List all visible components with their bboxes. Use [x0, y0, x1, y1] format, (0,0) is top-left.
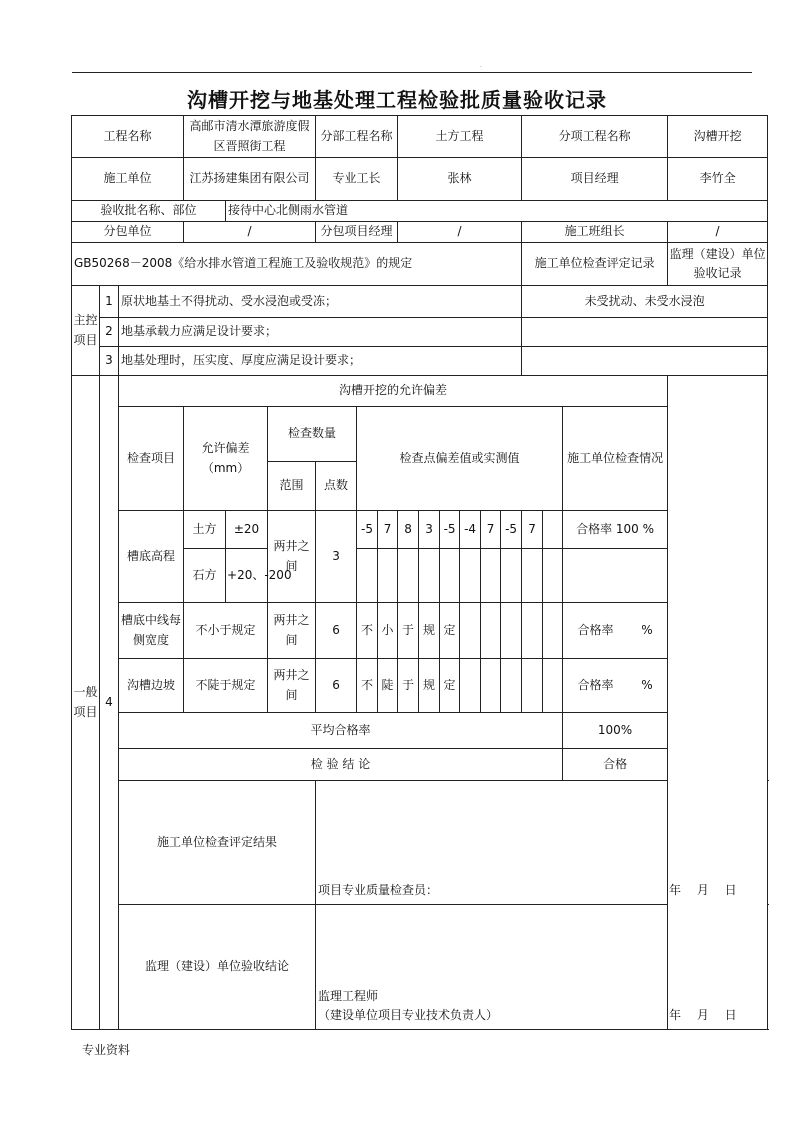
- table-row: [72, 407, 768, 462]
- foreman-label: 专业工长: [316, 158, 398, 201]
- earth-tolerance: ±20: [226, 511, 268, 549]
- contractor: 江苏扬建集团有限公司: [184, 158, 316, 201]
- sub-project: 土方工程: [398, 116, 522, 158]
- bottom-elev-label: 槽底高程: [119, 511, 184, 603]
- measure-cell: [460, 603, 481, 659]
- supervisor-signer-line-2: （建设单位项目专业技术负责人）: [318, 1007, 499, 1022]
- slope-label: 沟槽边坡: [119, 659, 184, 713]
- measure-cell: [481, 549, 501, 603]
- measure-cell: [522, 659, 543, 713]
- inspection-form-table: [71, 115, 768, 1030]
- item-no: 3: [100, 347, 119, 376]
- pm-label: 项目经理: [522, 158, 668, 201]
- standard: GB50268－2008《给水排水管道工程施工及验收规范》的规定: [72, 243, 522, 286]
- contractor-result-label: 施工单位检查评定结果: [119, 781, 316, 905]
- contractor-check-header: 施工单位检查评定记录: [522, 243, 668, 286]
- measure-cell: -5: [357, 511, 378, 549]
- bottom-elev-result: 合格率 100 %: [563, 511, 668, 549]
- measure-cell: -5: [440, 511, 460, 549]
- table-row: [72, 511, 768, 549]
- measure-cell: [501, 549, 522, 603]
- header-rule: [72, 72, 752, 73]
- page-footer: 专业资料: [82, 1043, 131, 1057]
- sub-pm-label: 分包项目经理: [316, 222, 398, 243]
- sub-pm: /: [398, 222, 522, 243]
- item-no: 2: [100, 318, 119, 347]
- measure-cell: [501, 659, 522, 713]
- measure-cell: [501, 603, 522, 659]
- measure-cell: 陡: [378, 659, 398, 713]
- conclusion-value: 合格: [563, 749, 668, 781]
- table-row: [72, 781, 768, 905]
- table-row: [72, 376, 768, 407]
- col-range: 范围: [268, 462, 316, 511]
- supervisor-signoff-cell: [316, 905, 768, 1030]
- measure-cell: [481, 659, 501, 713]
- col-count: 检查数量: [268, 407, 357, 462]
- measure-cell: [543, 549, 563, 603]
- rock-label: 石方: [184, 549, 226, 603]
- subcontractor-label: 分包单位: [72, 222, 184, 243]
- measure-cell: 定: [440, 659, 460, 713]
- slope-range: 两井之间: [268, 659, 316, 713]
- sub-project-label: 分部工程名称: [316, 116, 398, 158]
- item-project: 沟槽开挖: [668, 116, 768, 158]
- centerline-points: 6: [316, 603, 357, 659]
- item-result: [522, 318, 768, 347]
- contractor-signoff-cell: [316, 781, 768, 905]
- measure-cell: [460, 659, 481, 713]
- col-points: 点数: [316, 462, 357, 511]
- average-value: 100%: [563, 713, 668, 749]
- item-result: [522, 347, 768, 376]
- table-row: [72, 243, 768, 286]
- measure-cell: 不: [357, 603, 378, 659]
- item-result: 未受扰动、未受水浸泡: [522, 286, 768, 318]
- conclusion-label: 检 验 结 论: [119, 749, 563, 781]
- item-text: 地基承载力应满足设计要求；: [119, 318, 522, 347]
- table-row: [72, 286, 768, 318]
- measure-cell: [440, 549, 460, 603]
- contractor-date: 年 月 日: [669, 882, 737, 897]
- measure-cell: [543, 511, 563, 549]
- centerline-result: 合格率 %: [563, 603, 668, 659]
- rock-tolerance: +20、-200: [226, 549, 268, 603]
- general-label: 一般项目: [72, 376, 100, 1030]
- page-dot: .: [480, 62, 482, 69]
- page-title: 沟槽开挖与地基处理工程检验批质量验收记录: [187, 88, 607, 112]
- measure-cell: -4: [460, 511, 481, 549]
- measure-cell: [543, 603, 563, 659]
- table-row: [72, 347, 768, 376]
- measure-cell: [419, 549, 440, 603]
- contractor-label: 施工单位: [72, 158, 184, 201]
- table-row: [72, 158, 768, 201]
- general-subtitle: 沟槽开挖的允许偏差: [119, 376, 668, 407]
- slope-tolerance: 不陡于规定: [184, 659, 268, 713]
- measure-cell: 于: [398, 603, 419, 659]
- measure-cell: 7: [378, 511, 398, 549]
- measure-cell: 7: [522, 511, 543, 549]
- col-measure: 检查点偏差值或实测值: [357, 407, 563, 511]
- contractor-signer: 项目专业质量检查员：: [318, 882, 439, 897]
- pm: 李竹全: [668, 158, 768, 201]
- item-text: 地基处理时，压实度、厚度应满足设计要求；: [119, 347, 522, 376]
- project-name: 高邮市清水潭旅游度假区晋照街工程: [184, 116, 316, 158]
- slope-points: 6: [316, 659, 357, 713]
- team-leader-label: 施工班组长: [522, 222, 668, 243]
- general-no: 4: [100, 376, 119, 1030]
- measure-cell: [522, 603, 543, 659]
- bottom-elev-range: 两井之间: [268, 511, 316, 603]
- supervisor-signer-line-1: 监理工程师: [318, 988, 379, 1003]
- measure-cell: 3: [419, 511, 440, 549]
- supervisor-check-header: 监理（建设）单位验收记录: [668, 243, 768, 286]
- supervisor-signer: [318, 987, 498, 1025]
- earth-label: 土方: [184, 511, 226, 549]
- measure-cell: 小: [378, 603, 398, 659]
- foreman: 张林: [398, 158, 522, 201]
- measure-cell: [357, 549, 378, 603]
- centerline-label: 槽底中线每侧宽度: [119, 603, 184, 659]
- table-row: [72, 749, 768, 781]
- measure-cell: 定: [440, 603, 460, 659]
- main-control-label: 主控项目: [72, 286, 100, 376]
- measure-cell: 于: [398, 659, 419, 713]
- measure-cell: 规: [419, 603, 440, 659]
- project-name-label: 工程名称: [72, 116, 184, 158]
- col-contractor: 施工单位检查情况: [563, 407, 668, 511]
- table-row: [72, 713, 768, 749]
- team-leader: /: [668, 222, 768, 243]
- item-project-label: 分项工程名称: [522, 116, 668, 158]
- measure-cell: [481, 603, 501, 659]
- table-row: [72, 116, 768, 158]
- supervisor-result-label: 监理（建设）单位验收结论: [119, 905, 316, 1030]
- table-row: [72, 659, 768, 713]
- col-item: 检查项目: [119, 407, 184, 511]
- measure-cell: -5: [501, 511, 522, 549]
- centerline-tolerance: 不小于规定: [184, 603, 268, 659]
- table-row: [72, 222, 768, 243]
- supervisor-date: 年 月 日: [669, 1007, 737, 1022]
- measure-cell: 7: [481, 511, 501, 549]
- measure-cell: [522, 549, 543, 603]
- rock-result: [563, 549, 668, 603]
- measure-cell: [398, 549, 419, 603]
- measure-cell: 不: [357, 659, 378, 713]
- measure-cell: [378, 549, 398, 603]
- table-row: [72, 201, 768, 222]
- batch: 接待中心北侧雨水管道: [226, 201, 768, 222]
- table-row: [72, 905, 768, 1030]
- measure-cell: [460, 549, 481, 603]
- batch-label: 验收批名称、部位: [72, 201, 226, 222]
- measure-cell: 规: [419, 659, 440, 713]
- bottom-elev-points: 3: [316, 511, 357, 603]
- average-label: 平均合格率: [119, 713, 563, 749]
- slope-result: 合格率 %: [563, 659, 668, 713]
- item-no: 1: [100, 286, 119, 318]
- item-text: 原状地基土不得扰动、受水浸泡或受冻；: [119, 286, 522, 318]
- col-tolerance: 允许偏差（mm）: [184, 407, 268, 511]
- table-row: [72, 603, 768, 659]
- measure-cell: 8: [398, 511, 419, 549]
- measure-cell: [543, 659, 563, 713]
- centerline-range: 两井之间: [268, 603, 316, 659]
- table-row: [72, 318, 768, 347]
- subcontractor: /: [184, 222, 316, 243]
